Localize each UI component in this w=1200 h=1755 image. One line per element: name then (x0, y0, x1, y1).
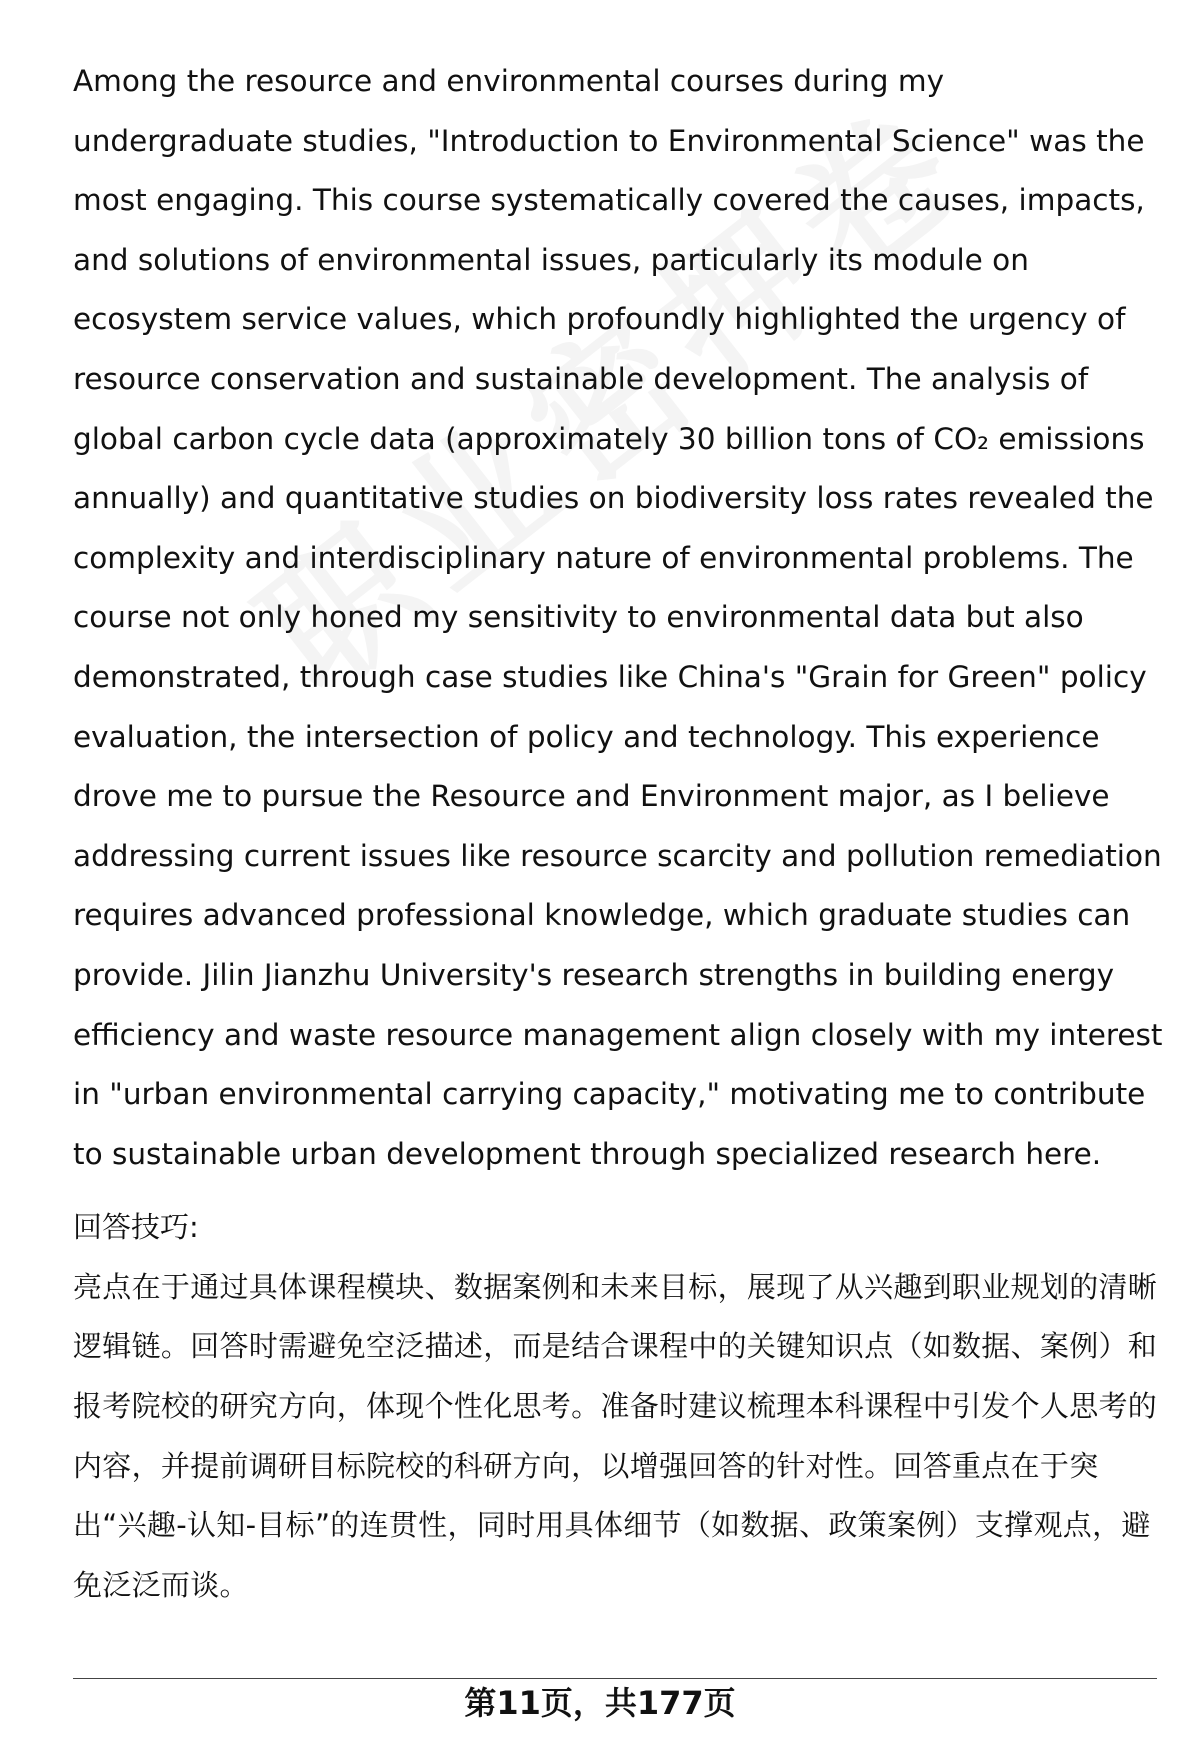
document-content (73, 52, 1167, 1615)
footer-divider (73, 1678, 1157, 1679)
answer-paragraph: Among the resource and environmental courses during my undergraduate studies, "Introduction to Environmental Science" was the most engaging. This course systematically covered the causes, impacts, and solutions of environmental issues, particularly its module on ecosystem service values, which profoundly highlighted the urgency of resource conservation and sustainable development. The analysis of global carbon cycle data (approximately 30 billion tons of CO₂ emissions annually) and quantitative studies on biodiversity loss rates revealed the complexity and interdisciplinary nature of environmental problems. The course not only honed my sensitivity to environmental data but also demonstrated, through case studies like China's "Grain for Green" policy evaluation, the intersection of policy and technology. This experience drove me to pursue the Resource and Environment major, as I believe addressing current issues like resource scarcity and pollution remediation requires advanced professional knowledge, which graduate studies can provide. Jilin Jianzhu University's research strengths in building energy efficiency and waste resource management align closely with my interest in "urban environmental carrying capacity," motivating me to contribute to sustainable urban development through specialized research here. (73, 64, 1163, 1171)
page-number: 第11页，共177页 (464, 1684, 736, 1722)
tips-heading: 回答技巧: (73, 1210, 199, 1245)
tips-paragraph: 亮点在于通过具体课程模块、数据案例和未来目标，展现了从兴趣到职业规划的清晰逻辑链。回答时需避免空泛描述，而是结合课程中的关键知识点（如数据、案例）和报考院校的研究方向，体现个性化思考。准备时建议梳理本科课程中引发个人思考的内容，并提前调研目标院校的科研方向，以增强回答的针对性。回答重点在于突出“兴趣-认知-目标”的连贯性，同时用具体细节（如数据、政策案例）支撑观点，避免泛泛而谈。 (73, 1269, 1158, 1602)
